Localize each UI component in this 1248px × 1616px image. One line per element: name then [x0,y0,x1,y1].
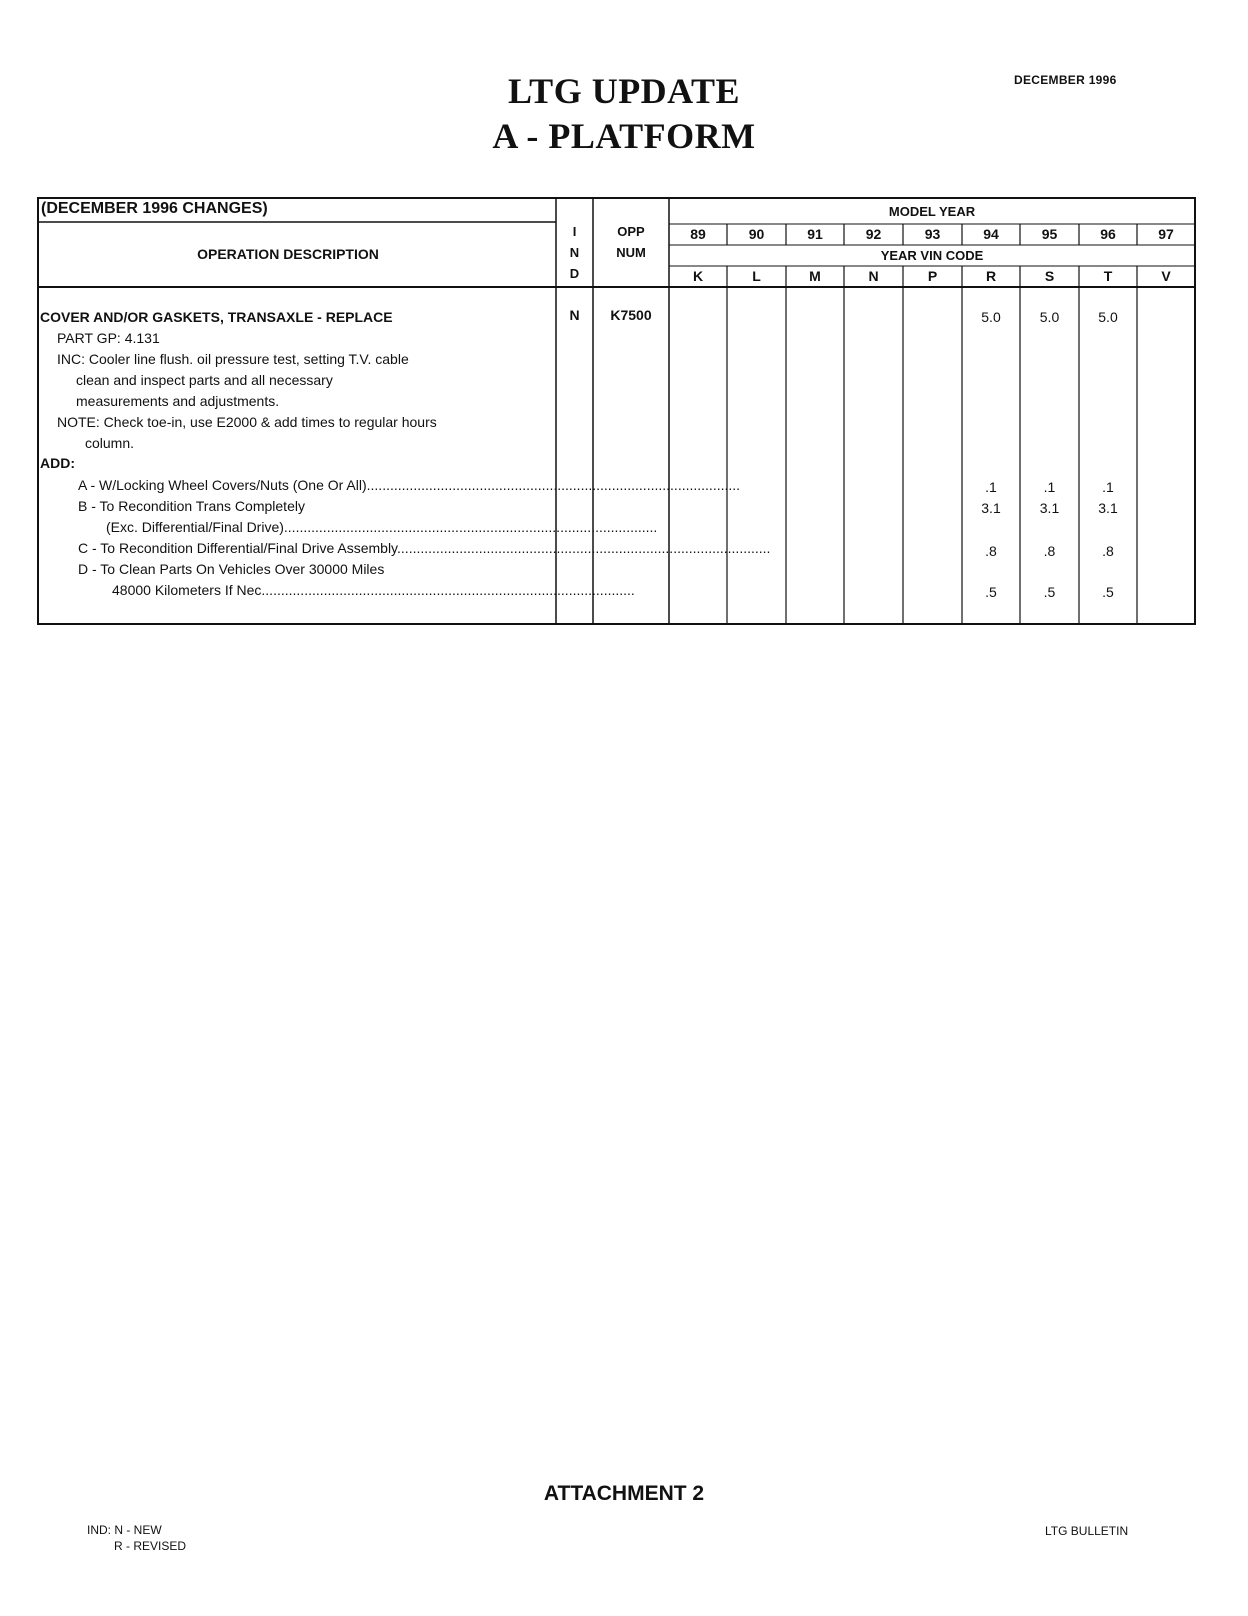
add-line-c [78,540,771,556]
opp-num-value: K7500 [610,307,652,323]
ind-header-i: I [572,224,577,239]
add-line-d2 [112,582,635,598]
vin-code-cell-0: K [692,268,704,284]
attachment-label: ATTACHMENT 2 [543,1482,705,1505]
vin-code-cell-8: V [1161,268,1171,284]
year-cell-7: 96 [1100,226,1116,242]
year-cell-2: 91 [807,226,823,242]
vin-code-cell-1: L [752,268,761,284]
year-cell-1: 90 [748,226,765,242]
add-3-time-5: .5 [985,584,997,600]
inc-line-2: clean and inspect parts and all necessary [76,372,333,388]
add-2-time-5: .8 [985,543,997,559]
vin-code-cell-5: R [985,268,997,284]
add-line-a [78,477,741,493]
note-line-1: NOTE: Check toe-in, use E2000 & add times to regular hours [57,414,437,430]
add-line-b2 [106,519,658,535]
ind-header-n: N [569,245,580,260]
bulletin-label: LTG BULLETIN [1045,1524,1129,1538]
year-cell-5: 94 [983,226,999,242]
add-label: ADD: [40,455,75,471]
operation-description-header: OPERATION DESCRIPTION [197,246,379,262]
add-line-d1 [78,561,554,577]
add-d-text-2: 48000 Kilometers If Nec [112,582,262,598]
operation-time-6: 5.0 [1039,309,1060,325]
add-d-text: D - To Clean Parts On Vehicles Over 30000 Miles [78,561,385,577]
add-line-b1 [78,498,554,514]
changes-label: (DECEMBER 1996 CHANGES) [41,200,268,217]
opp-num-header [593,225,669,260]
vin-code-cell-3: N [868,268,879,284]
model-year-label: MODEL YEAR [888,204,976,219]
year-cell-6: 95 [1041,226,1058,242]
opp-header-opp: OPP [617,224,645,239]
note-line-2: column. [85,435,135,451]
vin-code-cell-4: P [927,268,938,284]
year-cell-8: 97 [1158,226,1174,242]
operation-time-5: 5.0 [981,309,1001,325]
year-cell-3: 92 [865,226,882,242]
dot-leader: ................................................................................................ [261,582,635,598]
ind-legend-revised: R - REVISED [114,1539,187,1553]
vin-code-cell-7: T [1103,268,1113,284]
page-subtitle: A - PLATFORM [492,116,756,156]
part-gp: PART GP: 4.131 [57,330,160,346]
ind-legend-new: IND: N - NEW [87,1523,162,1537]
add-a-text: A - W/Locking Wheel Covers/Nuts (One Or All) [78,477,367,493]
operation-time-7: 5.0 [1098,309,1118,325]
year-vin-label: YEAR VIN CODE [880,248,984,263]
add-0-time-5: .1 [985,479,997,495]
add-b-text: B - To Recondition Trans Completely [78,498,305,514]
dot-leader: ................................................................................................ [397,540,771,556]
add-1-time-6: 3.1 [1039,500,1060,516]
add-0-time-7: .1 [1102,479,1114,495]
ind-value: N [569,307,580,323]
add-0-time-6: .1 [1043,479,1056,495]
year-cell-0: 89 [690,226,706,242]
add-1-time-7: 3.1 [1098,500,1118,516]
add-c-text: C - To Recondition Differential/Final Drive Assembly [78,540,398,556]
ind-header [556,225,593,281]
add-1-time-5: 3.1 [981,500,1001,516]
operation-title: COVER AND/OR GASKETS, TRANSAXLE - REPLACE [40,309,393,325]
add-3-time-7: .5 [1102,584,1114,600]
vin-code-cell-6: S [1044,268,1055,284]
year-cell-4: 93 [924,226,941,242]
add-2-time-6: .8 [1043,543,1056,559]
inc-line-3: measurements and adjustments. [76,393,280,409]
vin-code-cell-2: M [809,268,821,284]
dot-leader: ................................................................................................ [283,519,658,535]
dot-leader: ................................................................................................ [366,477,741,493]
add-3-time-6: .5 [1043,584,1056,600]
header-date: DECEMBER 1996 [1014,73,1117,87]
ind-header-d: D [569,266,580,281]
opp-header-num: NUM [616,245,646,260]
page-title: LTG UPDATE [507,71,741,111]
add-b-text-2: (Exc. Differential/Final Drive) [106,519,284,535]
inc-line-1: INC: Cooler line flush. oil pressure test, setting T.V. cable [57,351,409,367]
add-2-time-7: .8 [1102,543,1114,559]
